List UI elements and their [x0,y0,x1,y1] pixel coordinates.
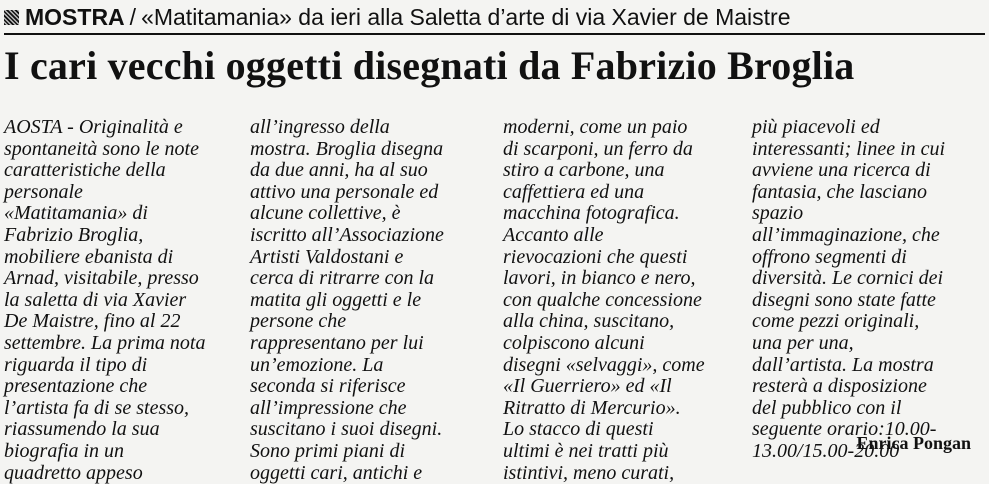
kicker-section: MOSTRA [25,4,125,31]
article-line: Ritratto di Mercurio». [503,398,705,420]
article-line: personale [4,182,205,204]
article-line: di scarponi, un ferro da [503,139,705,161]
article-line: avviene una ricerca di [752,160,945,182]
article-line: l’artista fa di se stesso, [4,398,205,420]
kicker-text: «Matitamania» da ieri alla Saletta d’arte di via Xavier de Maistre [141,4,790,31]
article-line: attivo una personale ed [250,182,444,204]
article-line: resterà a disposizione [752,376,945,398]
article-line: caratteristiche della [4,160,205,182]
article-line: alcune collettive, è [250,203,444,225]
article-line: alla china, suscitano, [503,311,705,333]
article-line: stiro a carbone, una [503,160,705,182]
article-line: AOSTA - Originalità e [4,117,205,139]
section-marker-icon [4,10,19,25]
article-line: Lo stacco di questi [503,419,705,441]
article-line: riguarda il tipo di [4,355,205,377]
article-line: «Il Guerriero» ed «Il [503,376,705,398]
divider-rule [4,33,985,35]
article-line: presentazione che [4,376,205,398]
article-line: quadretto appeso [4,463,205,484]
article-line: matita gli oggetti e le [250,290,444,312]
article-line: Artisti Valdostani e [250,247,444,269]
article-line: 13.00/15.00-20.00 [752,441,945,463]
article-line: colpiscono alcuni [503,333,705,355]
article-line: ultimi è nei tratti più [503,441,705,463]
article-line: Sono primi piani di [250,441,444,463]
article-line: con qualche concessione [503,290,705,312]
article-line: un’emozione. La [250,355,444,377]
article-line: spontaneità sono le note [4,139,205,161]
article-line: De Maistre, fino al 22 [4,311,205,333]
article-line: riassumendo la sua [4,419,205,441]
article-line: spazio [752,203,945,225]
article-line: fantasia, che lasciano [752,182,945,204]
article-line: istintivi, meno curati, [503,463,705,484]
article-line: disegni «selvaggi», come [503,355,705,377]
article-line: diversità. Le cornici dei [752,268,945,290]
article-column-2 [250,117,444,484]
article-line: la saletta di via Xavier [4,290,205,312]
article-line: all’ingresso della [250,117,444,139]
article-line: da due anni, ha al suo [250,160,444,182]
article-line: rievocazioni che questi [503,247,705,269]
article-line: Fabrizio Broglia, [4,225,205,247]
article-line: interessanti; linee in cui [752,139,945,161]
article-line: cerca di ritrarre con la [250,268,444,290]
article-line: disegni sono state fatte [752,290,945,312]
article-line: settembre. La prima nota [4,333,205,355]
kicker-separator: / [130,4,136,31]
kicker-line [4,3,984,31]
article-line: Arnad, visitabile, presso [4,268,205,290]
article-line: come pezzi originali, [752,311,945,333]
article-line: del pubblico con il [752,398,945,420]
article-line: oggetti cari, antichi e [250,463,444,484]
article-line: macchina fotografica. [503,203,705,225]
article-line: rappresentano per lui [250,333,444,355]
article-line: iscritto all’Associazione [250,225,444,247]
article-line: più piacevoli ed [752,117,945,139]
article-line: «Matitamania» di [4,203,205,225]
article-line: all’impressione che [250,398,444,420]
article-column-3 [503,117,705,484]
article-column-4 [752,117,945,463]
article-line: all’immaginazione, che [752,225,945,247]
article-line: dall’artista. La mostra [752,355,945,377]
article-line: Accanto alle [503,225,705,247]
article-line: caffettiera ed una [503,182,705,204]
article-line: seguente orario:10.00- [752,419,945,441]
article-line: seconda si riferisce [250,376,444,398]
article-line: suscitano i suoi disegni. [250,419,444,441]
article-line: moderni, come un paio [503,117,705,139]
article-line: offrono segmenti di [752,247,945,269]
article-line: biografia in un [4,441,205,463]
article-line: una per una, [752,333,945,355]
article-line: mostra. Broglia disegna [250,139,444,161]
byline: Enrica Pongan [856,433,971,454]
article-line: lavori, in bianco e nero, [503,268,705,290]
article-column-1 [4,117,205,484]
article-line: persone che [250,311,444,333]
headline: I cari vecchi oggetti disegnati da Fabrizio Broglia [4,36,989,96]
article-line: mobiliere ebanista di [4,247,205,269]
